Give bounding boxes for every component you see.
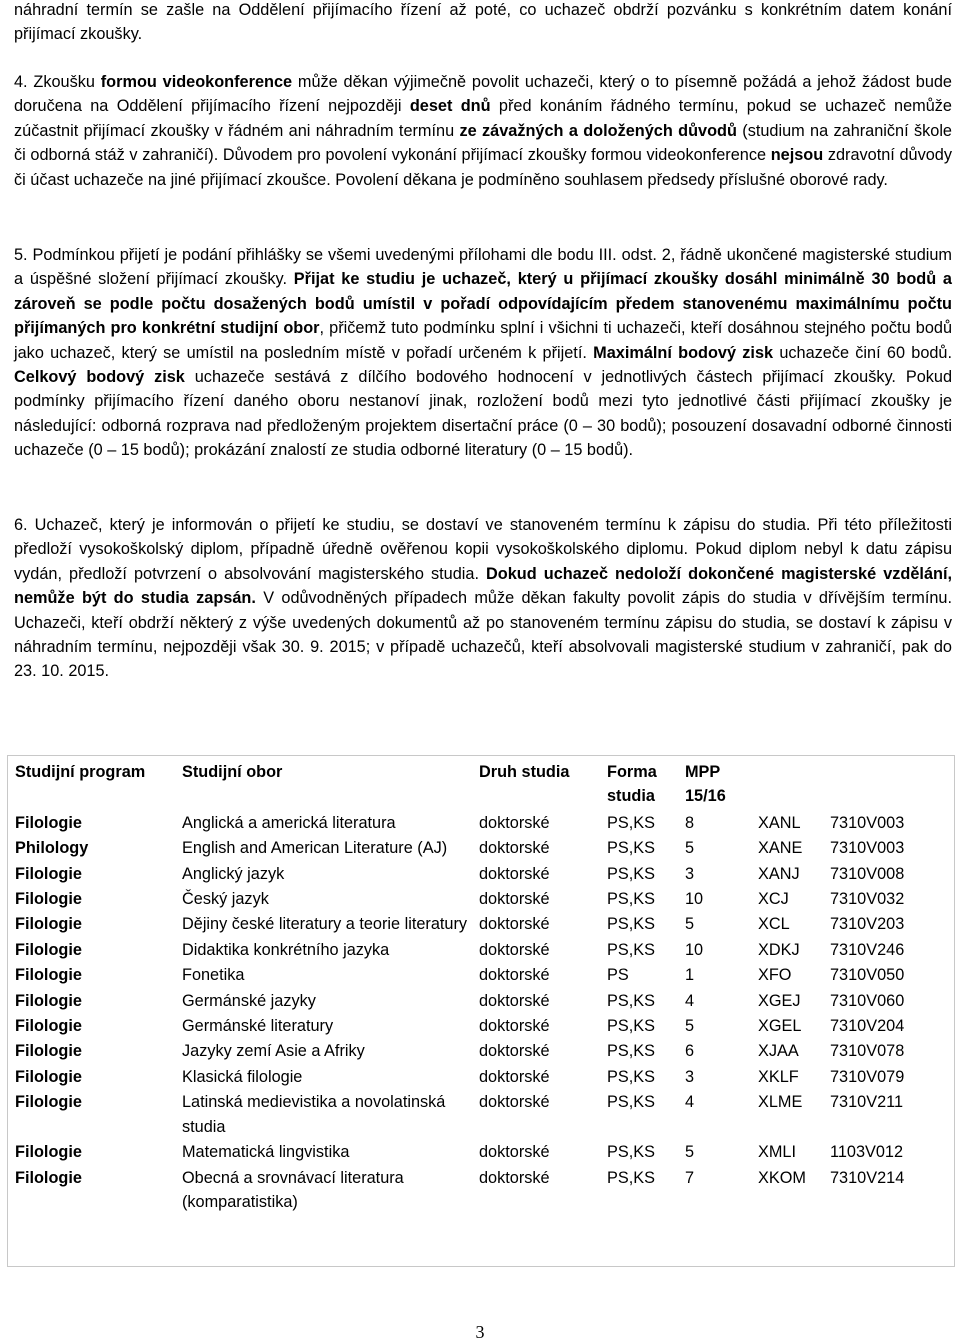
cell-form: PS,KS [607, 991, 655, 1010]
cell-program: Filologie [15, 966, 82, 985]
cell-mpp: 5 [685, 915, 695, 934]
cell-mpp: 3 [685, 864, 695, 883]
header-mpp: MPP 15/16 [685, 763, 726, 806]
cell-field: Obecná a srovnávací literatura (komparatistika) [182, 1168, 404, 1211]
cell-number: 7310V214 [830, 1168, 905, 1187]
cell-form: PS [607, 966, 629, 985]
cell-number: 7310V003 [830, 839, 905, 858]
cell-field: Anglický jazyk [182, 864, 285, 883]
header-field: Studijní obor [182, 763, 283, 781]
text-segment: uchazeče sestává z dílčího bodového hodnocení v jednotlivých částech přijímací zkoušky. Pokud podmínky přijímacího řízení daného oboru nestanoví jinak, rozložení bodů mezi tyto jednotlivé části přijímací zkoušky je následující: odborná rozprava nad předloženým projektem disertační práce (0 – 30 bodů); posouzení dosavadní odborné činnosti uchazeče (0 – 15 bodů); prokázání znalostí ze studia odborné literatury (0 – 15 bodů). [14, 368, 952, 460]
cell-program: Filologie [15, 1093, 82, 1112]
cell-mpp: 5 [685, 839, 695, 858]
cell-program: Filologie [15, 991, 82, 1010]
cell-type: doktorské [479, 813, 550, 832]
cell-number: 7310V204 [830, 1017, 905, 1036]
cell-number: 1103V012 [830, 1143, 904, 1162]
page-number: 3 [475, 1322, 485, 1342]
cell-field: Český jazyk [182, 890, 269, 909]
cell-form: PS,KS [607, 1143, 655, 1162]
header-program: Studijní program [15, 763, 146, 781]
paragraph-4-videoconference [14, 70, 952, 192]
cell-program: Filologie [15, 813, 82, 832]
cell-type: doktorské [479, 839, 550, 858]
cell-form: PS,KS [607, 813, 655, 832]
cell-code: XLME [758, 1093, 803, 1112]
cell-type: doktorské [479, 864, 550, 883]
cell-mpp: 4 [685, 1093, 695, 1112]
cell-form: PS,KS [607, 1042, 655, 1061]
table-row [15, 1014, 940, 1039]
cell-field: Fonetika [182, 966, 245, 985]
cell-type: doktorské [479, 1042, 550, 1061]
cell-number: 7310V211 [830, 1093, 904, 1112]
cell-type: doktorské [479, 890, 550, 909]
text-segment: 4. Zkoušku [14, 73, 101, 91]
cell-type: doktorské [479, 991, 550, 1010]
cell-form: PS,KS [607, 940, 655, 959]
table-row [15, 989, 940, 1014]
paragraph-continuation [14, 0, 952, 47]
table-row [15, 1039, 940, 1064]
cell-mpp: 7 [685, 1168, 695, 1187]
cell-mpp: 1 [685, 966, 695, 985]
cell-number: 7310V246 [830, 940, 905, 959]
header-number [830, 760, 940, 811]
table-row [15, 1065, 940, 1090]
cell-type: doktorské [479, 915, 550, 934]
text-segment: , přičemž tuto podmínku splní i všichni ti uchazeči, kteří dosáhnou stejného počtu bodů jako uchazeč, který se umístil na posledním místě v pořadí určeném k přijetí. [14, 319, 953, 362]
bold-text-segment: Přijat ke studiu je uchazeč, který u přijímací zkoušky dosáhl minimálně 30 bodů a zároveň se podle počtu dosažených bodů umístil v pořadí odpovídajícím předem stanovenému maximálnímu počtu přijímaných pro konkrétní studijní obor [14, 270, 952, 338]
cell-number: 7310V008 [830, 864, 905, 883]
cell-type: doktorské [479, 940, 550, 959]
cell-field: Dějiny české literatury a teorie literatury [182, 915, 468, 934]
cell-mpp: 8 [685, 813, 695, 832]
cell-field: Germánské literatury [182, 1017, 334, 1036]
cell-type: doktorské [479, 1168, 550, 1187]
study-programs-table [15, 760, 940, 1215]
cell-code: XKOM [758, 1168, 806, 1187]
bold-text-segment: formou videokonference [100, 73, 293, 91]
table-row [15, 811, 940, 836]
cell-program: Filologie [15, 915, 82, 934]
cell-type: doktorské [479, 966, 550, 985]
header-form: Forma studia [607, 763, 657, 806]
bold-text-segment: Maximální bodový zisk [593, 343, 774, 362]
cell-field: Matematická lingvistika [182, 1143, 350, 1162]
header-type: Druh studia [479, 763, 570, 781]
table-row [15, 912, 940, 937]
table-header-row [15, 760, 940, 811]
cell-code: XJAA [758, 1042, 799, 1061]
table-row [15, 887, 940, 912]
cell-form: PS,KS [607, 864, 655, 883]
cell-code: XMLI [758, 1143, 797, 1162]
table-row [15, 1166, 940, 1216]
cell-type: doktorské [479, 1067, 550, 1086]
cell-program: Filologie [15, 864, 82, 883]
cell-field: Didaktika konkrétního jazyka [182, 940, 390, 959]
paragraph-5-admission-conditions [14, 243, 952, 463]
cell-code: XCJ [758, 890, 789, 909]
cell-program: Filologie [15, 1143, 82, 1162]
cell-number: 7310V078 [830, 1042, 905, 1061]
paragraph-6-enrollment [14, 513, 952, 684]
bold-text-segment: deset dnů [409, 97, 491, 116]
text-segment: (studium na zahraniční škole či odborná stáž v zahraničí). Důvodem pro povolení vykonání přijímací zkoušky formou videokonference [14, 121, 952, 165]
bold-text-segment: ze závažných a doložených důvodů [459, 121, 737, 140]
cell-field: Germánské jazyky [182, 991, 316, 1010]
cell-code: XGEL [758, 1017, 802, 1036]
cell-code: XCL [758, 915, 790, 934]
cell-program: Filologie [15, 1168, 82, 1187]
cell-form: PS,KS [607, 915, 655, 934]
bold-text-segment: nejsou [770, 146, 824, 165]
cell-number: 7310V050 [830, 966, 905, 985]
table-row [15, 836, 940, 861]
text-segment: uchazeče činí 60 bodů. [773, 343, 953, 362]
cell-code: XKLF [758, 1067, 799, 1086]
cell-code: XGEJ [758, 991, 801, 1010]
cell-form: PS,KS [607, 839, 655, 858]
text-segment: před konáním řádného termínu, pokud se uchazeč nemůže zúčastnit přijímací zkoušky v řádném ani náhradním termínu [14, 97, 952, 140]
cell-mpp: 5 [685, 1143, 695, 1162]
cell-form: PS,KS [607, 1093, 655, 1112]
cell-field: Anglická a americká literatura [182, 813, 396, 832]
text-segment: náhradní termín se zašle na Oddělení přijímacího řízení až poté, co uchazeč obdrží pozvánku s konkrétním datem konání přijímací zkoušky. [14, 1, 952, 44]
cell-code: XANJ [758, 864, 800, 883]
cell-mpp: 5 [685, 1017, 695, 1036]
text-segment: zdravotní důvody či účast uchazeče na jiné přijímací zkoušce. Povolení děkana je podmíněno souhlasem předsedy příslušné oborové rady. [14, 146, 952, 189]
cell-form: PS,KS [607, 890, 655, 909]
cell-program: Filologie [15, 890, 82, 909]
text-segment: 6. Uchazeč, který je informován o přijetí ke studiu, se dostaví ve stanoveném termínu k zápisu do studia. Při této příležitosti předloží vysokoškolský diplom, případně úředně ověřenou kopii vysokoškolského diplomu. Pokud diplom nebyl k datu zápisu vydán, předloží potvrzení o absolvování magisterského studia. [14, 516, 952, 583]
table-row [15, 1140, 940, 1165]
cell-mpp: 10 [685, 890, 704, 909]
cell-mpp: 3 [685, 1067, 695, 1086]
cell-program: Filologie [15, 1042, 82, 1061]
cell-code: XANE [758, 839, 803, 858]
cell-mpp: 4 [685, 991, 695, 1010]
cell-field: Latinská medievistika a novolatinská studia [182, 1093, 446, 1136]
text-segment: může děkan výjimečně povolit uchazeči, který o to písemně požádá a jehož žádost bude doručena na Oddělení přijímacího řízení nejpozději [14, 73, 952, 116]
cell-form: PS,KS [607, 1067, 655, 1086]
cell-number: 7310V079 [830, 1067, 905, 1086]
cell-number: 7310V032 [830, 890, 905, 909]
cell-number: 7310V060 [830, 991, 905, 1010]
table-row [15, 938, 940, 963]
text-segment: 5. Podmínkou přijetí je podání přihlášky se všemi uvedenými přílohami dle bodu III. odst. 2, řádně ukončené magisterské studium a úspěšné složení přijímací zkoušky. [14, 246, 952, 289]
cell-program: Filologie [15, 1067, 82, 1086]
cell-field: Klasická filologie [182, 1067, 303, 1086]
cell-program: Philology [15, 839, 89, 858]
cell-type: doktorské [479, 1017, 550, 1036]
cell-code: XFO [758, 966, 792, 985]
cell-type: doktorské [479, 1143, 550, 1162]
cell-mpp: 10 [685, 940, 704, 959]
bold-text-segment: Dokud uchazeč nedoloží dokončené magisterské vzdělání, nemůže být do studia zapsán. [14, 564, 952, 608]
cell-form: PS,KS [607, 1017, 655, 1036]
table-row [15, 862, 940, 887]
bold-text-segment: Celkový bodový zisk [14, 368, 185, 387]
cell-form: PS,KS [607, 1168, 655, 1187]
header-code [758, 760, 830, 811]
cell-type: doktorské [479, 1093, 550, 1112]
cell-code: XDKJ [758, 940, 800, 959]
cell-number: 7310V203 [830, 915, 905, 934]
text-segment: V odůvodněných případech může děkan fakulty povolit zápis do studia v dřívějším termínu. Uchazeči, kteří obdrží některý z výše uvedených dokumentů až po stanoveném termínu zápisu do studia, se dostaví k zápisu v náhradním termínu, nejpozději však 30. 9. 2015; v případě uchazečů, kteří absolvovali magisterské studium v zahraničí, pak do 23. 10. 2015. [14, 589, 952, 681]
cell-program: Filologie [15, 1017, 82, 1036]
cell-code: XANL [758, 813, 801, 832]
study-programs-table-frame [7, 755, 955, 1267]
cell-number: 7310V003 [830, 813, 905, 832]
cell-program: Filologie [15, 940, 82, 959]
cell-field: Jazyky zemí Asie a Afriky [182, 1042, 365, 1061]
cell-mpp: 6 [685, 1042, 695, 1061]
table-row [15, 1090, 940, 1140]
table-row [15, 963, 940, 988]
cell-field: English and American Literature (AJ) [182, 839, 448, 858]
